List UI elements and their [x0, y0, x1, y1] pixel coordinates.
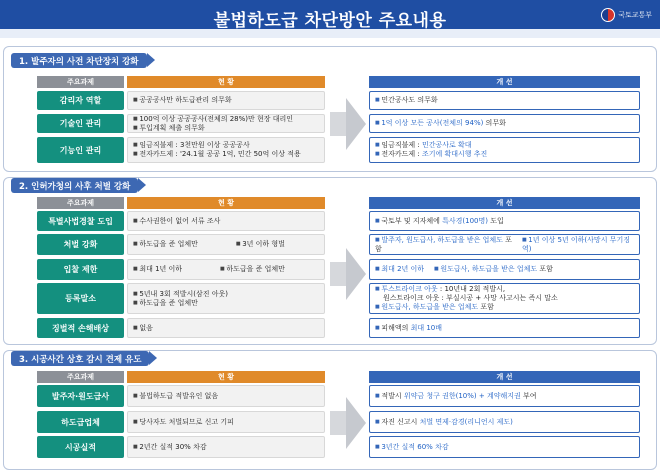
category-label: 발주자·원도급사	[37, 385, 124, 407]
ministry-logo	[601, 8, 652, 22]
improvement-text: ■ 1억 이상 모든 공사(전체의 94%) 의무화	[375, 119, 506, 127]
improvement-line	[375, 96, 634, 105]
category-label: 징벌적 손해배상	[37, 318, 124, 338]
header-current: 현 황	[127, 371, 325, 383]
improvement-cell	[369, 259, 640, 280]
header-category: 주요과제	[37, 76, 124, 88]
improvement-line	[375, 392, 634, 401]
current-status-text: ■ 하도급을 준 업체만	[133, 299, 319, 308]
current-status-pair	[133, 265, 319, 274]
current-status-text: ■ 100억 이상 공공공사(전체의 28%)만 현장 대리인	[133, 115, 319, 124]
header-improve: 개 선	[369, 76, 640, 88]
header-current: 현 황	[127, 197, 325, 209]
improvement-cell	[369, 114, 640, 133]
current-status-text: ■ 5년내 3회 적발시(삼진 아웃)	[133, 290, 319, 299]
improvement-highlight: 민간공사로 확대	[421, 141, 472, 149]
improvement-highlight: 3년간 실적 60% 차감	[381, 442, 449, 451]
header-current: 현 황	[127, 76, 325, 88]
improvement-highlight: 위약금 청구 권한(10%) + 계약해지권	[403, 391, 521, 400]
improvement-cell	[369, 411, 640, 433]
category-label: 입찰 제한	[37, 259, 124, 280]
improvement-line	[375, 217, 634, 226]
current-status-text: ■ 수사권한이 없어 서류 조사	[133, 217, 319, 226]
right-arrow-icon	[346, 248, 366, 300]
current-status-cell	[127, 137, 325, 163]
current-status-cell	[127, 234, 325, 255]
improvement-line	[375, 418, 634, 427]
improvement-text: ■ 전자카드제 : 조기에 확대시행 추진	[375, 150, 487, 158]
improvement-line	[375, 303, 634, 312]
improvement-text: ■ 민간공사도 의무화	[375, 96, 438, 104]
improvement-cell	[369, 436, 640, 458]
current-status-text: ■ 없음	[133, 324, 319, 333]
improvement-text: ■ 임금직불제 : 민간공사로 확대	[375, 141, 472, 149]
current-status-text: ■ 전자카드제 : '24.1월 공공 1억, 민간 50억 이상 적용	[133, 150, 319, 159]
improvement-cell	[369, 385, 640, 407]
improvement-text: ■ 적발시 위약금 청구 권한(10%) + 계약해지권 부여	[375, 392, 537, 400]
improvement-cell	[369, 137, 640, 163]
current-status-cell	[127, 436, 325, 458]
current-status-cell	[127, 283, 325, 314]
improvement-highlight: 처벌 면제·감경(리니언시 제도)	[419, 417, 513, 426]
improvement-line	[375, 294, 634, 303]
improvement-highlight: 원도급사, 하도급을 받은 업체도	[381, 303, 479, 311]
improvement-line	[375, 150, 634, 159]
category-label: 기술인 관리	[37, 114, 124, 133]
current-status-text: ■ 투입계획 체출 의무화	[133, 124, 319, 133]
improvement-line	[375, 324, 634, 333]
improvement-text: ■ 원도급사, 하도급을 받은 업체도 포함	[375, 303, 494, 311]
improvement-line	[375, 141, 634, 150]
category-label: 하도급업체	[37, 411, 124, 433]
current-status-text: ■ 하도급을 준 업체만	[220, 265, 285, 274]
improvement-cell	[369, 318, 640, 338]
header-category: 주요과제	[37, 197, 124, 209]
improvement-text: ■ 발주자, 원도급사, 하도급을 받은 업체도 포함	[375, 236, 512, 254]
header-improve: 개 선	[369, 371, 640, 383]
current-status-pair	[133, 240, 319, 249]
right-arrow-icon	[346, 397, 366, 449]
category-label: 기능인 관리	[37, 137, 124, 163]
improvement-text: ■ 원도급사, 하도급을 받은 업체도 포함	[434, 265, 553, 274]
improvement-highlight: 발주자, 원도급사, 하도급을 받은 업체도	[381, 235, 503, 244]
improvement-cell	[369, 283, 640, 314]
current-status-cell	[127, 211, 325, 231]
section-title: 3. 시공사간 상호 감시 견제 유도	[11, 351, 149, 366]
improvement-cell	[369, 211, 640, 231]
improvement-highlight: 조기에 확대시행 추진	[421, 150, 488, 158]
improvement-highlight: 1억 이상 모든 공사(전체의 94%)	[381, 119, 484, 127]
improvement-text: ■ 투스트라이크 아웃 : 10년내 2회 적발시,	[375, 285, 505, 293]
improvement-highlight: 최대 10배	[410, 323, 443, 332]
header-improve: 개 선	[369, 197, 640, 209]
current-status-cell	[127, 411, 325, 433]
current-status-text: ■ 최대 1년 이하	[133, 265, 182, 274]
current-status-text: ■ 2년간 실적 30% 차감	[133, 443, 319, 452]
category-label: 시공실적	[37, 436, 124, 458]
current-status-cell	[127, 114, 325, 133]
section-title: 2. 인허가청의 사후 처벌 강화	[11, 178, 138, 193]
improvement-highlight: 투스트라이크 아웃	[381, 285, 438, 293]
current-status-cell	[127, 385, 325, 407]
improvement-cell	[369, 91, 640, 110]
improvement-pair	[375, 236, 634, 254]
improvement-line	[375, 443, 634, 452]
category-label: 감리자 역할	[37, 91, 124, 110]
title-banner	[0, 0, 660, 38]
category-label: 등록말소	[37, 283, 124, 314]
current-status-text: ■ 임금직불제 : 3천만원 이상 공공공사	[133, 141, 319, 150]
category-label: 특별사법경찰 도입	[37, 211, 124, 231]
improvement-text	[375, 265, 424, 274]
section-title: 1. 발주자의 사전 차단장치 강화	[11, 53, 147, 68]
improvement-pair	[375, 265, 634, 274]
category-label: 처벌 강화	[37, 234, 124, 255]
current-status-cell	[127, 318, 325, 338]
improvement-cell	[369, 234, 640, 255]
right-arrow-icon	[346, 98, 366, 150]
improvement-highlight: 최대 2년 이하	[381, 265, 425, 273]
ministry-name: 국토교통부	[618, 11, 652, 19]
improvement-text: ■ 국토부 및 지자체에 특사경(100명) 도입	[375, 217, 504, 225]
improvement-line	[375, 119, 634, 128]
current-status-text: ■ 당사자도 처벌되므로 신고 기피	[133, 418, 319, 427]
current-status-cell	[127, 259, 325, 280]
current-status-text: ■ 3년 이하 형벌	[236, 240, 285, 249]
improvement-text: ■ 피해액의 최대 10배	[375, 324, 442, 332]
current-status-text: ■ 하도급을 준 업체만	[133, 240, 198, 249]
page-title: 불법하도급 차단방안 주요내용	[213, 11, 447, 31]
improvement-line	[375, 285, 634, 294]
improvement-text	[375, 443, 449, 451]
improvement-text: ■ 자진 신고시 처벌 면제·감경(리니언시 제도)	[375, 418, 513, 426]
header-category: 주요과제	[37, 371, 124, 383]
improvement-highlight: 원도급사, 하도급을 받은 업체도	[440, 265, 538, 273]
improvement-text	[522, 236, 634, 254]
taeguk-icon	[601, 8, 615, 22]
current-status-text: ■ 공공공사만 하도급관리 의무화	[133, 96, 319, 105]
current-status-text: ■ 불법하도급 적발유인 없음	[133, 392, 319, 401]
improvement-text: 원스트라이크 아웃 : 부실시공 + 사망 사고시는 즉시 말소	[383, 294, 558, 302]
current-status-cell	[127, 91, 325, 110]
improvement-highlight: 1년 이상 5년 이하(사망시 무기징역)	[521, 235, 630, 253]
improvement-highlight: 특사경(100명)	[442, 216, 488, 225]
